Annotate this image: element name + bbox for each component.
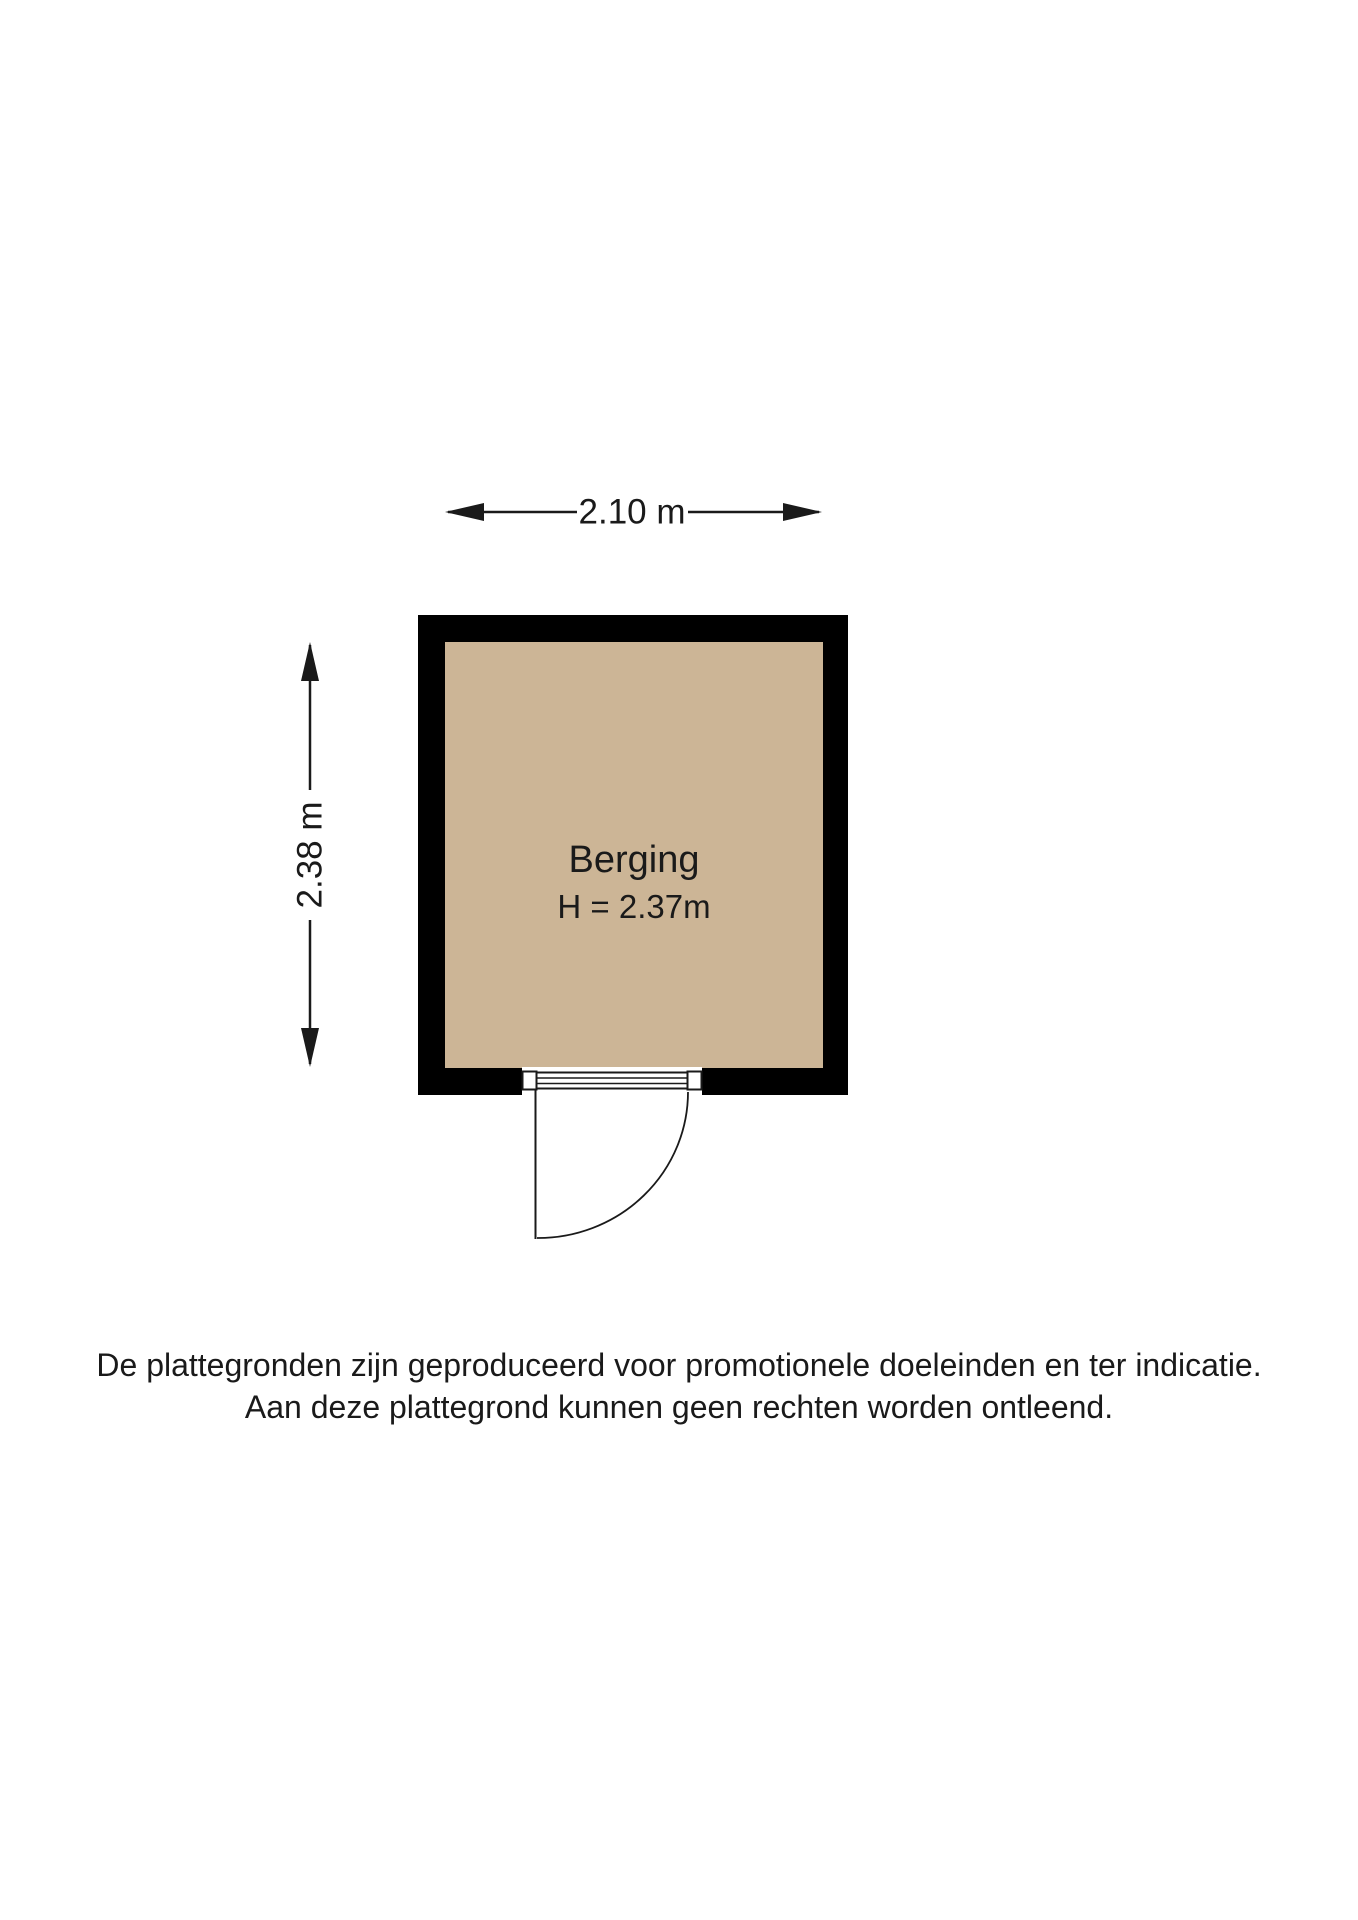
dimension-width-label: 2.10 m — [578, 492, 686, 532]
disclaimer — [0, 1344, 1358, 1428]
room-height-label: H = 2.37m — [557, 888, 711, 925]
door-jamb-left — [523, 1072, 537, 1090]
arrowhead-up-icon — [301, 642, 319, 681]
room-name-label: Berging — [568, 839, 700, 881]
arrowhead-right-icon — [783, 503, 822, 521]
dimension-depth-label: 2.38 m — [290, 801, 330, 909]
disclaimer-line-1: De plattegronden zijn geproduceerd voor promotionele doeleinden en ter indicatie. — [96, 1347, 1262, 1383]
disclaimer-line-2: Aan deze plattegrond kunnen geen rechten worden ontleend. — [244, 1389, 1114, 1425]
door-jamb-right — [688, 1072, 702, 1090]
dimension-width — [445, 493, 822, 532]
arrowhead-left-icon — [445, 503, 484, 521]
room-berging — [418, 615, 848, 1095]
door-swing-arc — [537, 1092, 688, 1238]
dimension-depth — [291, 642, 330, 1067]
door-threshold — [537, 1073, 688, 1089]
arrowhead-down-icon — [301, 1028, 319, 1067]
door — [522, 1067, 702, 1239]
